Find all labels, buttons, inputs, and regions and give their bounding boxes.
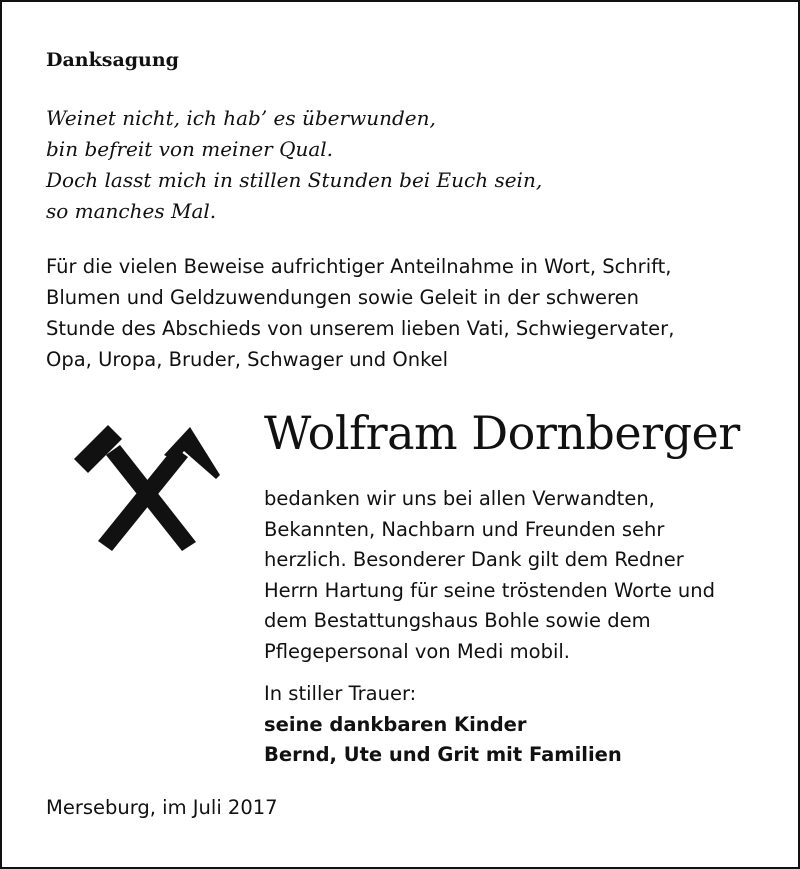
poem-line: so manches Mal. (46, 199, 217, 223)
thanks-line: Herrn Hartung für seine tröstenden Worte und (264, 578, 715, 602)
intro-line: Stunde des Abschieds von unserem lieben Vati, Schwiegervater, (46, 317, 675, 340)
thanks-line: Pflegepersonal von Medi mobil. (264, 639, 571, 663)
deceased-name: Wolfram Dornberger (264, 406, 740, 460)
mourners-line: seine dankbaren Kinder (264, 712, 527, 736)
thanks-paragraph (264, 484, 715, 667)
place-and-date: Merseburg, im Juli 2017 (46, 796, 278, 819)
intro-line: Opa, Uropa, Bruder, Schwager und Onkel (46, 348, 449, 371)
poem-line: Doch lasst mich in stillen Stunden bei Euch sein, (46, 168, 543, 192)
mourning-signature (264, 679, 622, 771)
thanks-line: herzlich. Besonderer Dank gilt dem Redner (264, 548, 684, 571)
poem-line: bin befreit von meiner Qual. (46, 137, 334, 161)
notice-heading: Danksagung (46, 49, 179, 71)
mourning-intro: In stiller Trauer: (264, 682, 417, 705)
hammer-and-pick-icon (70, 417, 225, 552)
intro-paragraph (46, 251, 674, 375)
mourners-names: Bernd, Ute und Grit mit Familien (264, 743, 622, 766)
thanks-line: dem Bestattungshaus Bohle sowie dem (264, 609, 651, 632)
thanks-line: Bekannten, Nachbarn und Freunden sehr (264, 517, 665, 541)
intro-line: Blumen und Geldzuwendungen sowie Geleit in der schweren (46, 286, 639, 309)
intro-line: Für die vielen Beweise aufrichtiger Anteilnahme in Wort, Schrift, (46, 255, 672, 278)
thanks-line: bedanken wir uns bei allen Verwandten, (264, 487, 655, 510)
poem-line: Weinet nicht, ich hab’ es überwunden, (46, 106, 436, 130)
poem-verse (46, 103, 542, 227)
